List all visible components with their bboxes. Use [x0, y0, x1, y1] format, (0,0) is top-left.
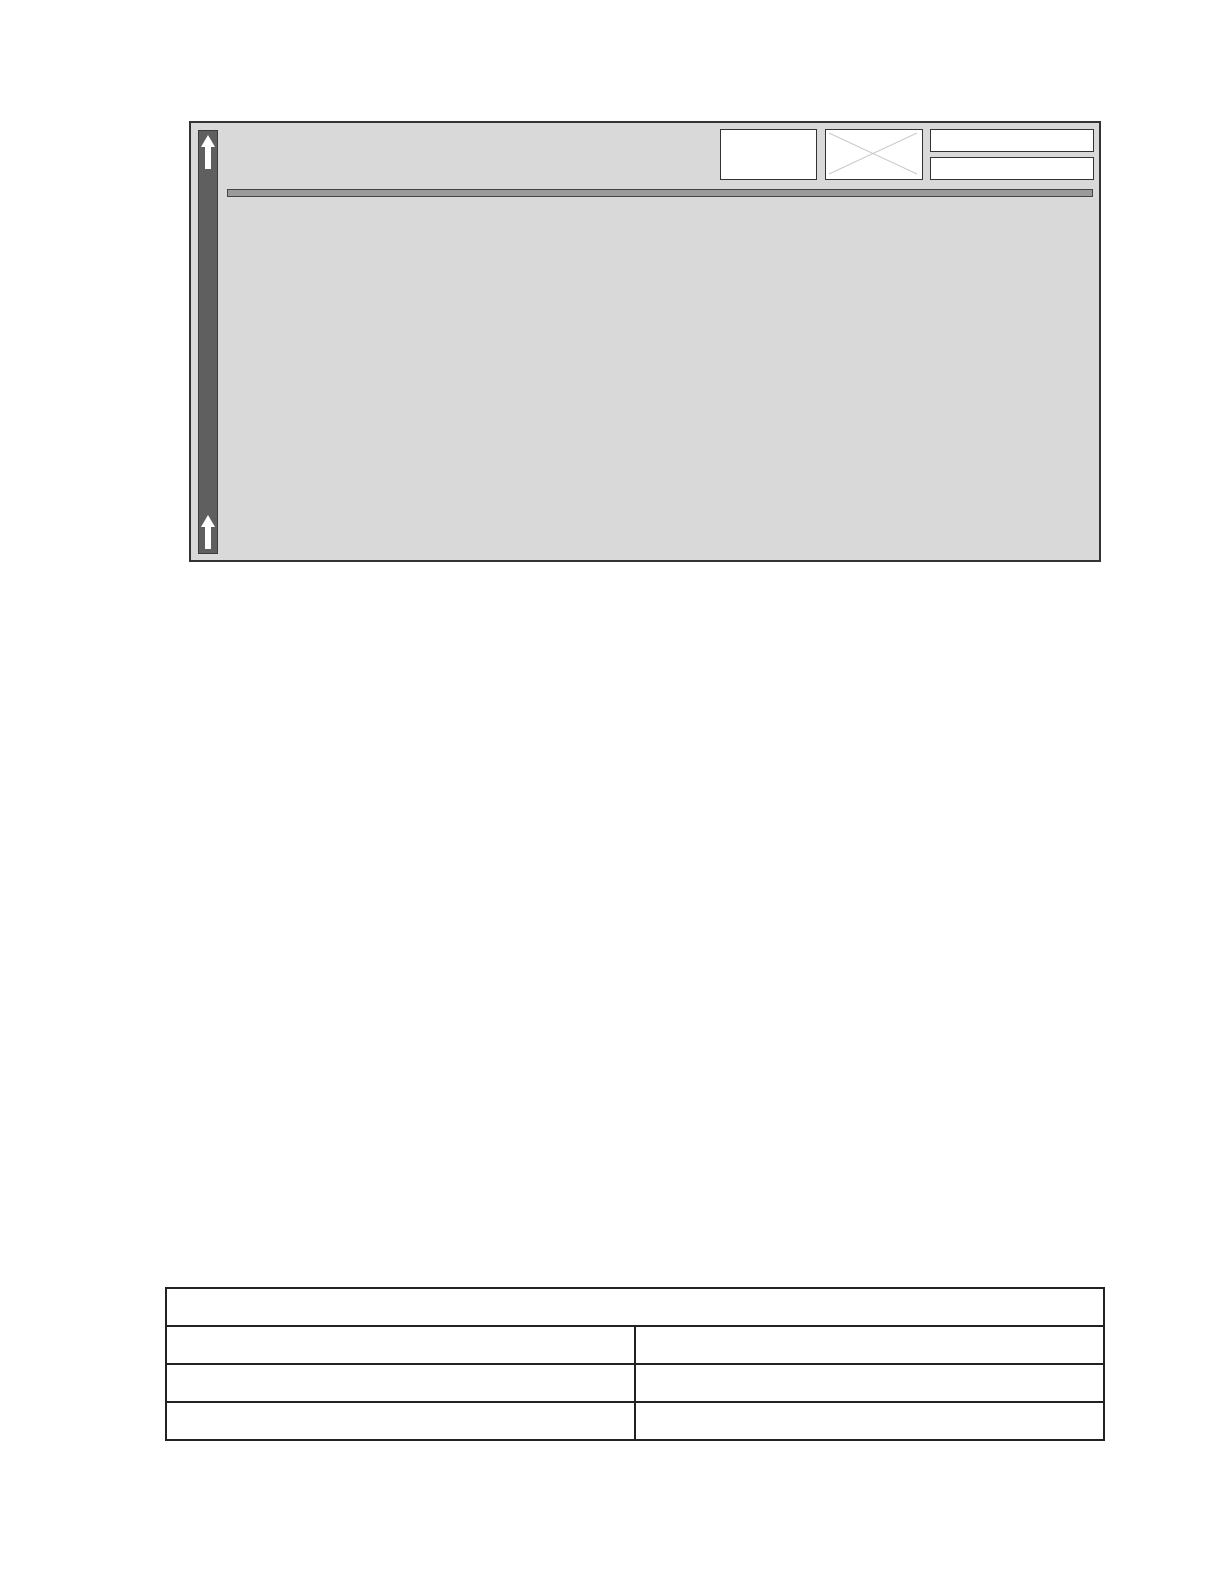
enclosure-front-bar — [198, 130, 218, 554]
table-cell — [635, 1326, 1104, 1364]
empty-slot-cross-icon — [826, 130, 920, 177]
table-cell — [166, 1364, 635, 1402]
empty-slot-placeholder — [825, 129, 923, 180]
iom-0[interactable] — [930, 129, 1094, 152]
table-cell — [635, 1402, 1104, 1440]
arrow-down-icon — [201, 515, 215, 549]
table-cell — [635, 1364, 1104, 1402]
iom-1[interactable] — [930, 157, 1094, 180]
table-cell — [166, 1326, 635, 1364]
bay-separator — [227, 189, 1093, 197]
iom-fan-module[interactable] — [720, 129, 817, 180]
table-header-cell — [166, 1288, 1104, 1326]
table-cell — [166, 1402, 635, 1440]
enclosure-diagram — [189, 121, 1101, 562]
blank-table — [165, 1287, 1105, 1441]
arrow-up-icon — [201, 135, 215, 169]
